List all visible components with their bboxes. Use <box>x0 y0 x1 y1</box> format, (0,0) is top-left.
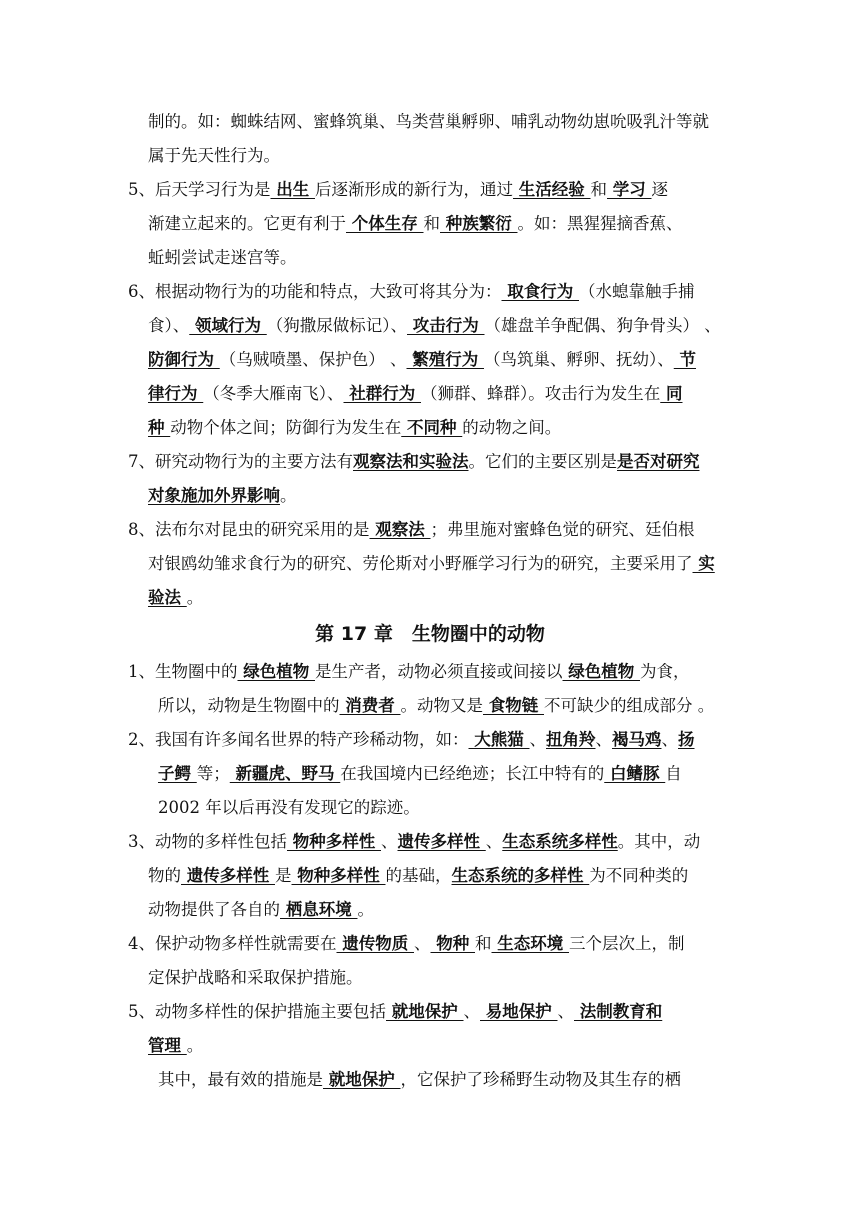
text-line: 6、根据动物行为的功能和特点，大致可将其分为： 取食行为 （水螅靠触手捕 <box>128 282 695 301</box>
text-line: 种 动物个体之间；防御行为发生在 不同种 的动物之间。 <box>148 418 562 437</box>
text-line: 动物提供了各自的 栖息环境 。 <box>148 900 374 919</box>
text-line: 验法 。 <box>148 588 204 607</box>
text-line: 物的 遗传多样性 是 物种多样性 的基础，生态系统的多样性 为不同种类的 <box>148 866 689 885</box>
text-line: 食）、 领域行为 （狗撒尿做标记）、 攻击行为 （雄盘羊争配偶、狗争骨头） 、 <box>148 316 721 335</box>
text-line: 定保护战略和采取保护措施。 <box>148 968 363 987</box>
text-line: 其中，最有效的措施是 就地保护 ，它保护了珍稀野生动物及其生存的栖 <box>158 1070 681 1089</box>
text-line: 蚯蚓尝试走迷宫等。 <box>148 248 297 267</box>
text-line: 8、法布尔对昆虫的研究采用的是 观察法 ；弗里施对蜜蜂色觉的研究、廷伯根 <box>128 520 695 539</box>
text-line: 3、动物的多样性包括 物种多样性 、遗传多样性 、生态系统多样性。其中，动 <box>128 832 701 851</box>
text-line: 1、生物圈中的 绿色植物 是生产者，动物必须直接或间接以 绿色植物 为食， <box>128 662 690 681</box>
text-line: 子鳄 等； 新疆虎、野马 在我国境内已经绝迹；长江中特有的 白鳍豚 自 <box>158 764 682 783</box>
text-line: 对象施加外界影响。 <box>148 486 297 505</box>
text-line: 渐建立起来的。它更有利于 个体生存 和 种族繁衍 。如：黑猩猩摘香蕉、 <box>148 214 683 233</box>
text-line: 7、研究动物行为的主要方法有观察法和实验法。它们的主要区别是是否对研究 <box>128 452 700 471</box>
text-line: 防御行为 （乌贼喷墨、保护色） 、 繁殖行为 （鸟筑巢、孵卵、抚幼）、 节 <box>148 350 696 369</box>
text-line: 律行为 （冬季大雁南飞）、 社群行为 （狮群、蜂群）。攻击行为发生在 同 <box>148 384 683 403</box>
text-line: 对银鸥幼雏求食行为的研究、劳伦斯对小野雁学习行为的研究，主要采用了 实 <box>148 554 715 573</box>
text-line: 属于先天性行为。 <box>148 146 280 165</box>
text-line: 管理 。 <box>148 1036 204 1055</box>
text-line: 2、我国有许多闻名世界的特产珍稀动物，如： 大熊猫 、扭角羚、褐马鸡、扬 <box>128 730 695 749</box>
text-line: 2002 年以后再没有发现它的踪迹。 <box>158 798 420 817</box>
text-line: 5、后天学习行为是 出生 后逐渐形成的新行为，通过 生活经验 和 学习 逐 <box>128 180 668 199</box>
text-line: 5、动物多样性的保护措施主要包括 就地保护 、 易地保护 、 法制教育和 <box>128 1002 663 1021</box>
text-line: 4、保护动物多样性就需要在 遗传物质 、 物种 和 生态环境 三个层次上，制 <box>128 934 685 953</box>
chapter-title: 第 17 章 生物圈中的动物 <box>315 623 545 645</box>
text-line: 所以，动物是生物圈中的 消费者 。动物又是 食物链 不可缺少的组成部分 。 <box>158 696 715 715</box>
text-line: 制的。如：蜘蛛结网、蜜蜂筑巢、鸟类营巢孵卵、哺乳动物幼崽吮吸乳汁等就 <box>148 112 709 131</box>
